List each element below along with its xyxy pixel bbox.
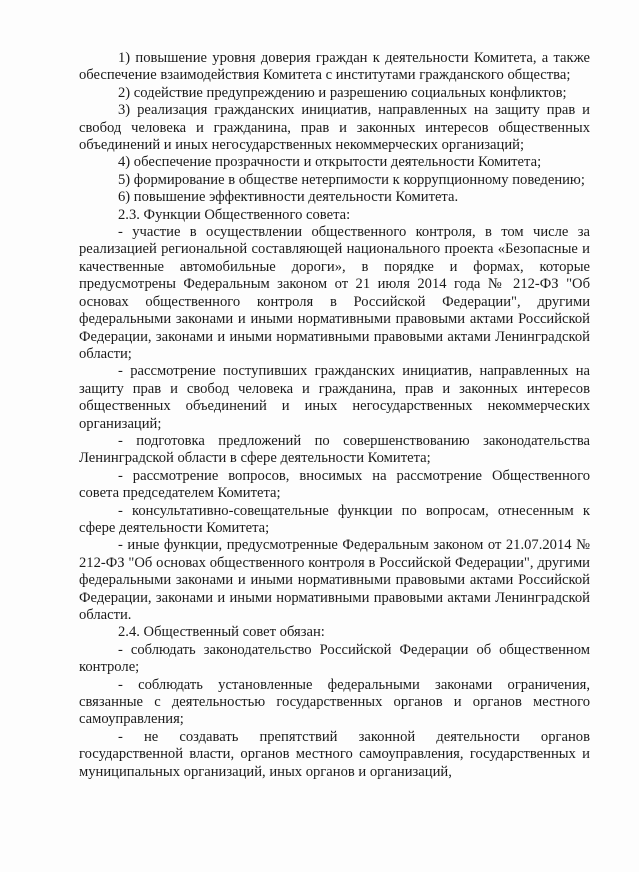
paragraph-obligation-3: - не создавать препятствий законной деятельности органов государственной власти, органов местного самоуправления, государственных и муниципальных организаций, иных органов и организаций, xyxy=(79,728,590,780)
paragraph-goal-3: 3) реализация гражданских инициатив, направленных на защиту прав и свобод человека и гражданина, прав и законных интересов общественных объединений и иных негосударственных некоммерческих организаций; xyxy=(79,102,590,154)
paragraph-obligation-1: - соблюдать законодательство Российской Федерации об общественном контроле; xyxy=(79,641,590,676)
paragraph-function-1: - участие в осуществлении общественного контроля, в том числе за реализацией региональной составляющей национального проекта «Безопасные и качественные автомобильные дороги», в порядке и формах, которые предусмотрены Федеральным законом от 21 июля 2014 года № 212-ФЗ "Об основах общественного контроля в Российской Федерации", другими федеральными законами и иными нормативными правовыми актами Российской Федерации, законами и иными нормативными правовыми актами Ленинградской области; xyxy=(79,224,590,362)
paragraph-function-4: - рассмотрение вопросов, вносимых на рассмотрение Общественного совета председателем Комитета; xyxy=(79,467,590,502)
paragraph-goal-4: 4) обеспечение прозрачности и открытости деятельности Комитета; xyxy=(118,154,542,171)
paragraph-goal-2: 2) содействие предупреждению и разрешению социальных конфликтов; xyxy=(118,84,567,101)
section-heading-2-4: 2.4. Общественный совет обязан: xyxy=(118,624,325,641)
paragraph-function-3: - подготовка предложений по совершенствованию законодательства Ленинградской области в сфере деятельности Комитета; xyxy=(79,432,590,467)
paragraph-goal-6: 6) повышение эффективности деятельности Комитета. xyxy=(118,189,459,206)
paragraph-obligation-2: - соблюдать установленные федеральными законами ограничения, связанные с деятельностью государственных органов и органов местного самоуправления; xyxy=(79,676,590,728)
paragraph-function-6: - иные функции, предусмотренные Федеральным законом от 21.07.2014 № 212-ФЗ "Об основах общественного контроля в Российской Федерации", другими федеральными законами и иными нормативными правовыми актами Российской Федерации, законами и иными нормативными правовыми актами Ленинградской области. xyxy=(79,537,590,623)
paragraph-function-5: - консультативно-совещательные функции по вопросам, отнесенным к сфере деятельности Комитета; xyxy=(79,502,590,536)
paragraph-function-2: - рассмотрение поступивших гражданских инициатив, направленных на защиту прав и свобод человека и гражданина, прав и законных интересов общественных объединений и иных негосударственных некоммерческих организаций; xyxy=(79,363,590,432)
section-heading-2-3: 2.3. Функции Общественного совета: xyxy=(118,206,351,223)
paragraph-goal-1: 1) повышение уровня доверия граждан к деятельности Комитета, а также обеспечение взаимодействия Комитета с институтами гражданского общества; xyxy=(79,50,590,84)
document-body xyxy=(79,50,590,781)
paragraph-goal-5: 5) формирование в обществе нетерпимости к коррупционному поведению; xyxy=(118,171,585,188)
